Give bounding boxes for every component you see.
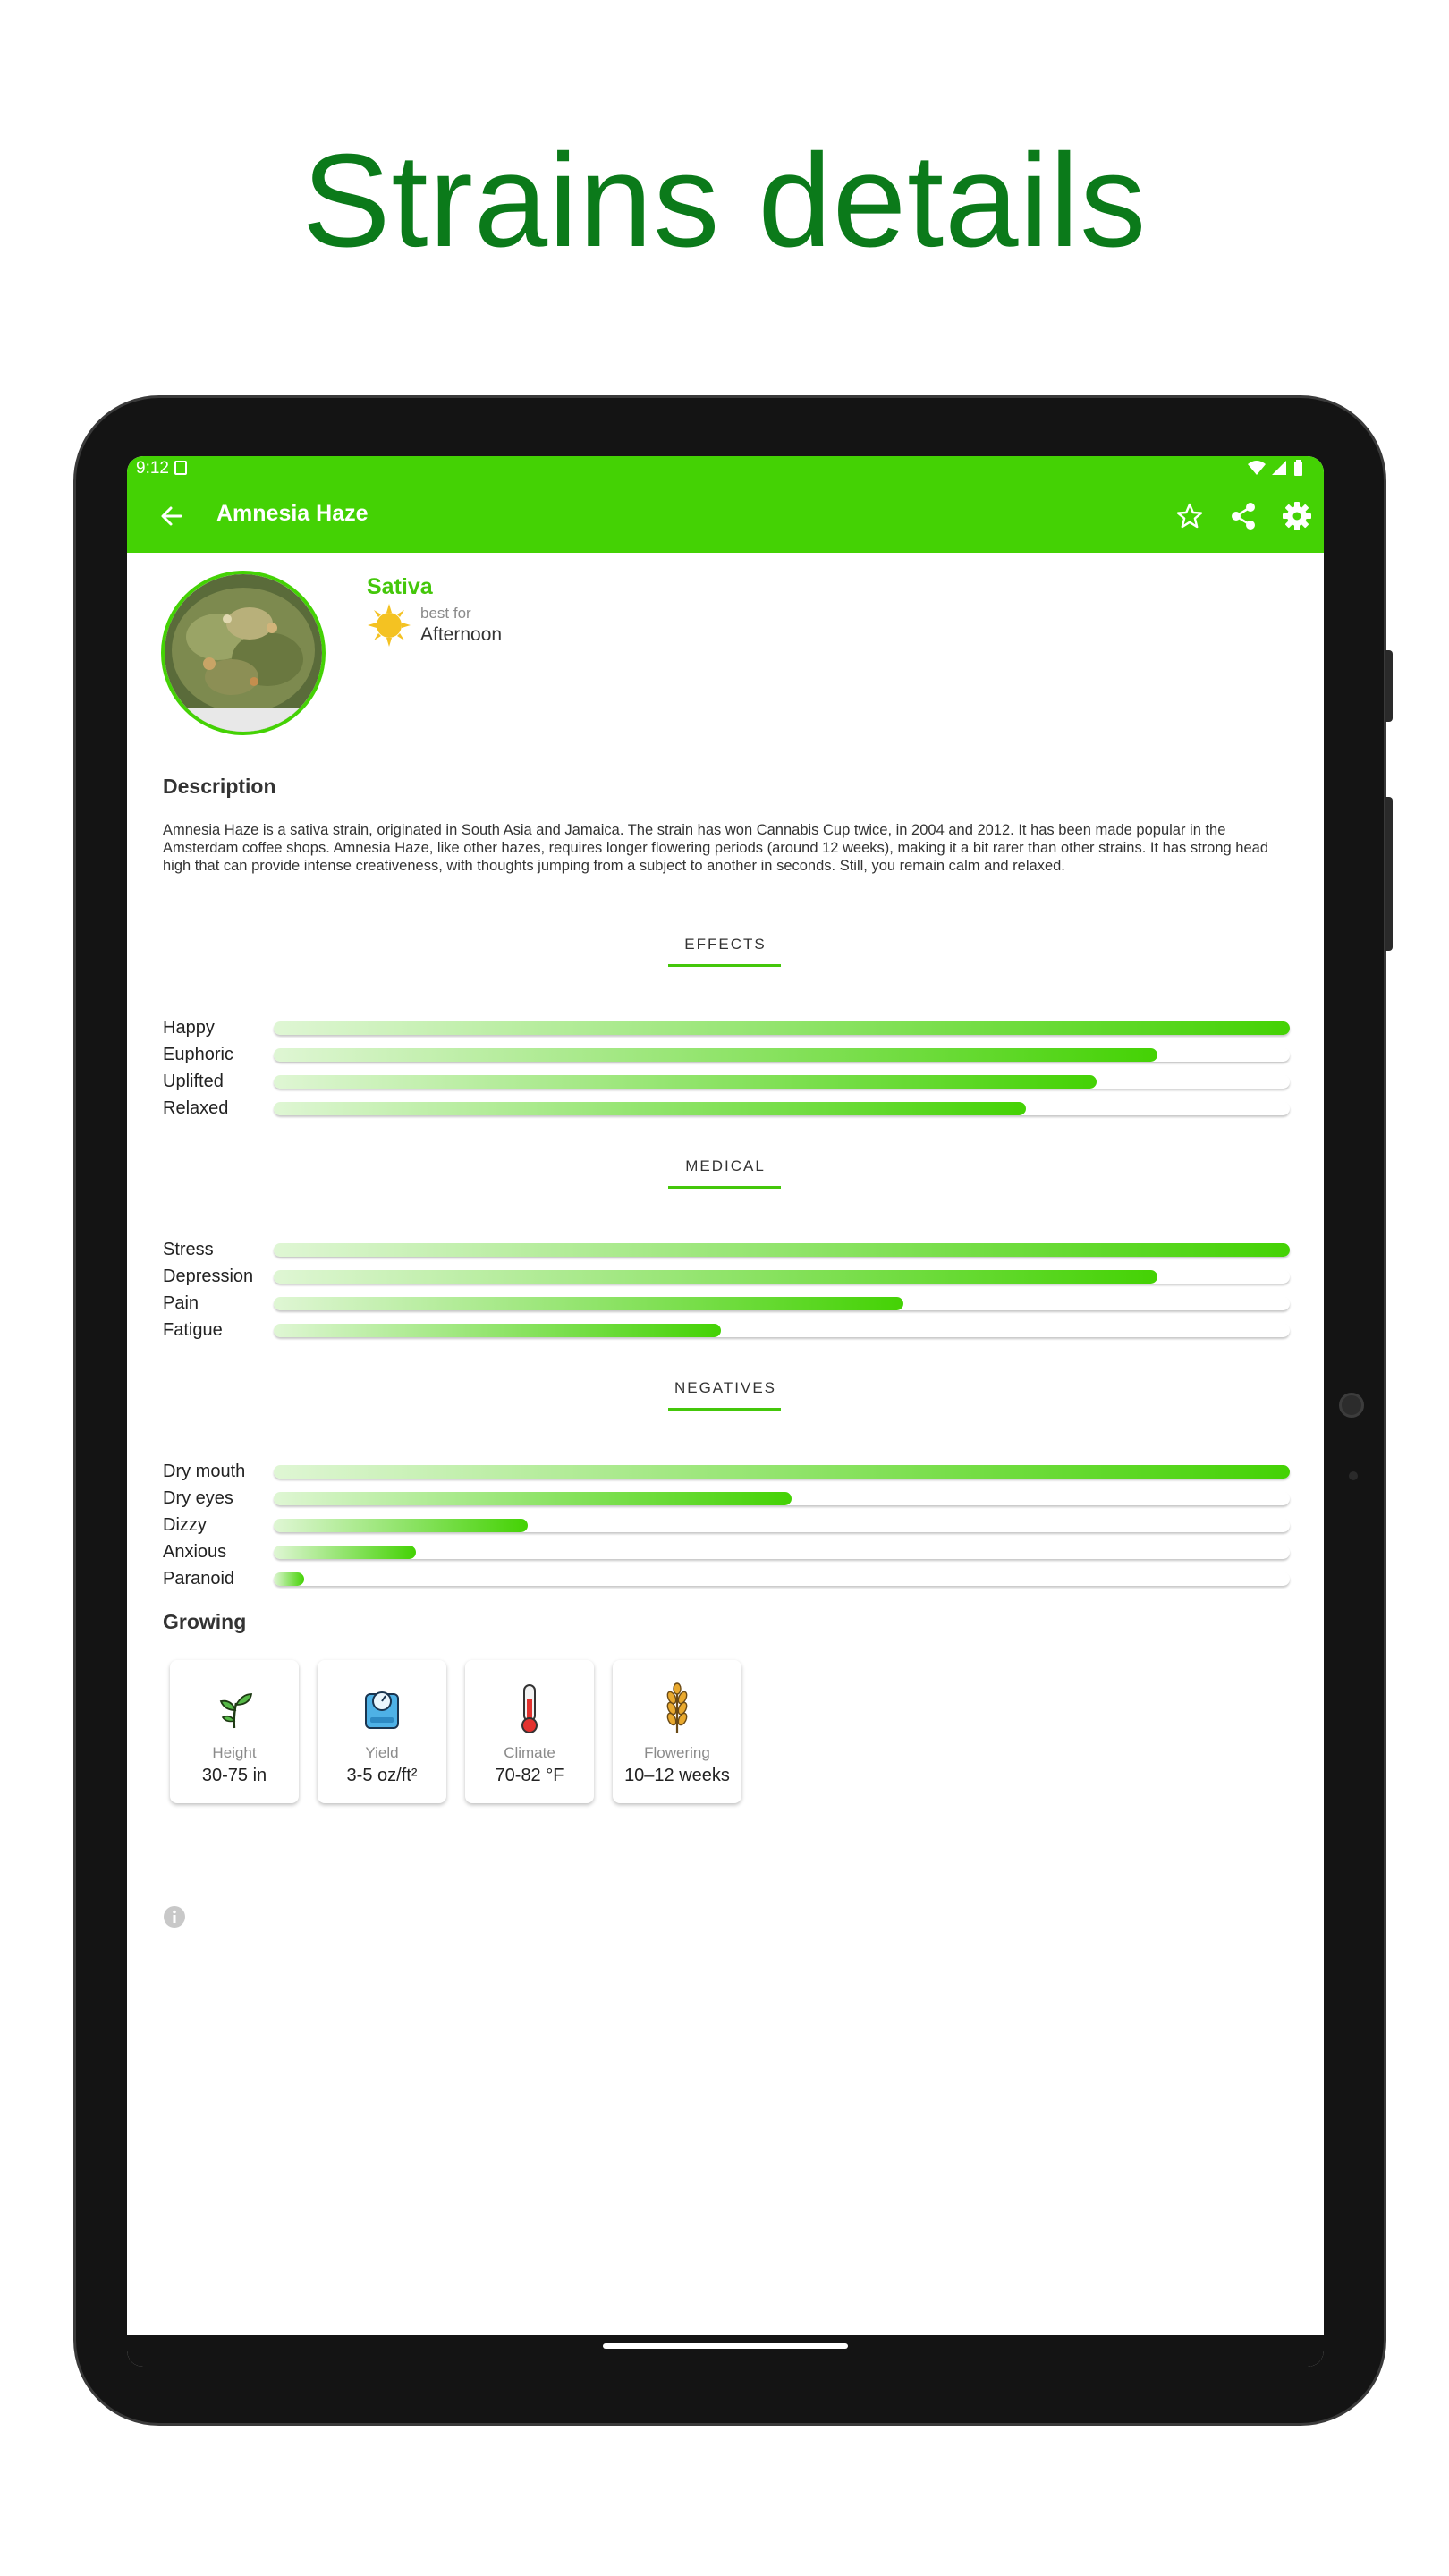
thermometer-icon xyxy=(507,1682,552,1735)
info-icon[interactable] xyxy=(163,1905,186,1928)
notification-icon xyxy=(174,460,188,476)
negative-label: Dizzy xyxy=(163,1515,207,1535)
negative-bar-track xyxy=(274,1465,1290,1479)
growing-card-value: 70-82 °F xyxy=(495,1766,564,1785)
medical-label: Pain xyxy=(163,1293,199,1313)
negative-bar-track xyxy=(274,1546,1290,1559)
effect-bar-track xyxy=(274,1102,1290,1115)
medical-title: MEDICAL xyxy=(685,1157,766,1174)
sensor xyxy=(1349,1471,1358,1480)
effect-row-happy xyxy=(163,1018,1290,1038)
growing-card-value: 3-5 oz/ft² xyxy=(346,1766,418,1785)
medical-label: Stress xyxy=(163,1240,214,1259)
effect-bar-fill xyxy=(274,1021,1290,1035)
effect-row-uplifted xyxy=(163,1072,1290,1091)
negative-row-dizzy xyxy=(163,1515,1290,1535)
negative-bar-fill xyxy=(274,1465,1290,1479)
negative-label: Paranoid xyxy=(163,1569,235,1589)
description-text: Amnesia Haze is a sativa strain, originated in South Asia and Jamaica. The strain has won Cannabis Cup twice, in 2004 and 2012. It has been made popular in the Amsterdam coffee shops. Amnesia Haze, like other hazes, requires longer flowering periods (around 12 weeks), making it a bit rarer than other strains. It has strong head high that can provide intense creativeness, with thoughts jumping from a subject to another in seconds. Still, you remain calm and relaxed. xyxy=(163,822,1268,874)
negative-bar-fill xyxy=(274,1519,528,1532)
effect-label: Uplifted xyxy=(163,1072,224,1091)
medical-bar-fill xyxy=(274,1243,1290,1257)
strain-type: Sativa xyxy=(367,574,433,599)
effects-title: EFFECTS xyxy=(684,936,767,953)
medical-underline xyxy=(668,1186,781,1189)
medical-bar-track xyxy=(274,1270,1290,1284)
medical-bar-track xyxy=(274,1324,1290,1337)
negative-label: Dry mouth xyxy=(163,1462,246,1481)
promo-title: Strains details xyxy=(301,127,1148,275)
negative-label: Dry eyes xyxy=(163,1488,233,1508)
growing-card-label: Flowering xyxy=(644,1744,710,1761)
medical-row-pain xyxy=(163,1293,1290,1313)
growing-card-value: 30-75 in xyxy=(201,1766,267,1785)
medical-row-depression xyxy=(163,1267,1290,1286)
growing-heading: Growing xyxy=(163,1610,247,1633)
strain-details-content xyxy=(127,553,1324,2261)
medical-bar-fill xyxy=(274,1324,721,1337)
negative-row-paranoid xyxy=(163,1569,1290,1589)
effect-bar-fill xyxy=(274,1075,1097,1089)
negatives-underline xyxy=(668,1408,781,1411)
negative-bar-track xyxy=(274,1572,1290,1586)
status-time: 9:12 xyxy=(136,459,169,478)
scale-icon xyxy=(360,1682,404,1735)
description-heading: Description xyxy=(163,775,276,798)
effect-label: Happy xyxy=(163,1018,215,1038)
signal-icon xyxy=(1270,460,1288,476)
medical-label: Depression xyxy=(163,1267,254,1286)
app-bar xyxy=(127,479,1324,553)
effect-row-euphoric xyxy=(163,1045,1290,1064)
strain-photo xyxy=(161,571,326,735)
negative-row-dry-mouth xyxy=(163,1462,1290,1481)
effect-bar-track xyxy=(274,1075,1290,1089)
effect-row-relaxed xyxy=(163,1098,1290,1118)
negatives-title: NEGATIVES xyxy=(674,1379,777,1396)
app-bar-title: Amnesia Haze xyxy=(216,501,369,526)
growing-card-climate xyxy=(465,1660,594,1803)
effect-bar-track xyxy=(274,1048,1290,1062)
effect-bar-track xyxy=(274,1021,1290,1035)
share-icon[interactable] xyxy=(1225,498,1261,534)
medical-row-stress xyxy=(163,1240,1290,1259)
settings-gear-icon[interactable] xyxy=(1279,498,1315,534)
negative-row-dry-eyes xyxy=(163,1488,1290,1508)
medical-row-fatigue xyxy=(163,1320,1290,1340)
sun-icon xyxy=(367,603,411,648)
status-bar xyxy=(127,456,1324,479)
effect-bar-fill xyxy=(274,1102,1026,1115)
negative-bar-fill xyxy=(274,1492,792,1505)
growing-card-label: Yield xyxy=(365,1744,399,1761)
medical-bar-track xyxy=(274,1297,1290,1310)
medical-bar-fill xyxy=(274,1297,903,1310)
navigation-bar xyxy=(127,2334,1324,2367)
negative-bar-track xyxy=(274,1492,1290,1505)
sprout-icon xyxy=(212,1682,257,1735)
growing-card-height xyxy=(170,1660,299,1803)
wifi-icon xyxy=(1247,460,1267,476)
growing-card-yield xyxy=(318,1660,446,1803)
growing-card-value: 10–12 weeks xyxy=(624,1766,730,1785)
growing-card-label: Climate xyxy=(504,1744,555,1761)
home-gesture-handle[interactable] xyxy=(603,2343,848,2349)
power-button xyxy=(1385,797,1393,951)
negative-bar-fill xyxy=(274,1572,304,1586)
volume-button xyxy=(1385,650,1393,722)
favorite-star-icon[interactable] xyxy=(1172,498,1208,534)
best-for-label: best for xyxy=(420,605,471,622)
effect-label: Relaxed xyxy=(163,1098,229,1118)
effects-underline xyxy=(668,964,781,967)
screen xyxy=(127,456,1324,2367)
negative-bar-fill xyxy=(274,1546,416,1559)
effect-label: Euphoric xyxy=(163,1045,233,1064)
best-for-value: Afternoon xyxy=(420,624,503,645)
effect-bar-fill xyxy=(274,1048,1157,1062)
medical-bar-track xyxy=(274,1243,1290,1257)
growing-card-flowering xyxy=(613,1660,741,1803)
growing-card-label: Height xyxy=(212,1744,257,1761)
negative-row-anxious xyxy=(163,1542,1290,1562)
battery-icon xyxy=(1292,460,1304,478)
medical-bar-fill xyxy=(274,1270,1157,1284)
medical-label: Fatigue xyxy=(163,1320,223,1340)
camera-icon xyxy=(1339,1393,1364,1418)
wheat-icon xyxy=(655,1682,699,1735)
negative-bar-track xyxy=(274,1519,1290,1532)
back-arrow-icon[interactable] xyxy=(154,498,190,534)
negative-label: Anxious xyxy=(163,1542,227,1562)
